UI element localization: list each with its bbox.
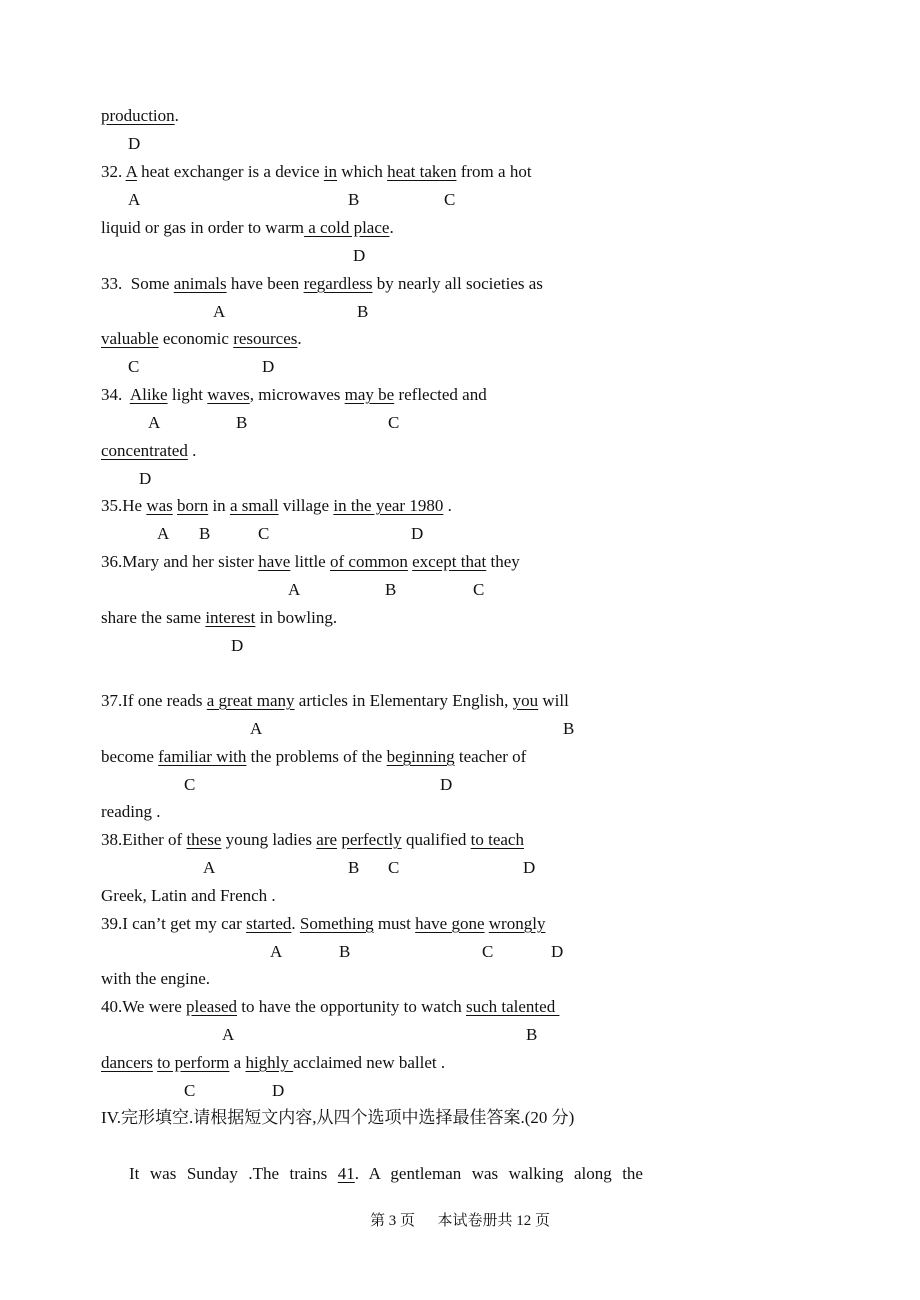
text-segment: 39.I can’t get my car xyxy=(101,914,247,933)
page-number: 第 3 页 xyxy=(369,1213,415,1229)
text-segment: they xyxy=(486,552,520,571)
option-letter: D xyxy=(353,246,366,265)
text-segment: have been xyxy=(226,274,304,293)
question-line xyxy=(101,802,160,822)
page-footer xyxy=(0,1209,920,1230)
question-line xyxy=(101,691,569,711)
text-segment: reflected and xyxy=(394,385,487,404)
text-segment: a xyxy=(229,1053,246,1072)
question-line xyxy=(101,747,526,767)
option-letter: A xyxy=(128,190,141,209)
option-letter: D xyxy=(551,942,564,961)
underlined-option: born xyxy=(177,496,209,515)
text-segment: in bowling. xyxy=(255,608,338,627)
option-letter: A xyxy=(222,1025,235,1044)
page-total: 本试卷册共 12 页 xyxy=(437,1213,551,1229)
underlined-option: may be xyxy=(344,385,395,404)
text-segment: little xyxy=(290,552,330,571)
text-segment: with the engine. xyxy=(101,969,211,988)
underlined-option: a great many xyxy=(206,691,295,710)
text-segment: articles in Elementary English, xyxy=(294,691,513,710)
option-letter: C xyxy=(184,775,196,794)
text-segment: acclaimed new ballet . xyxy=(293,1053,446,1072)
text-segment: will xyxy=(538,691,569,710)
underlined-option: except that xyxy=(412,552,487,571)
text-segment: which xyxy=(337,162,388,181)
underlined-option: 41 xyxy=(337,1164,355,1183)
underlined-option: dancers xyxy=(101,1053,153,1072)
question-line xyxy=(101,106,179,126)
option-letter: C xyxy=(128,357,140,376)
option-letter: A xyxy=(250,719,263,738)
text-segment: economic xyxy=(158,329,234,348)
text-segment: 36.Mary and her sister xyxy=(101,552,259,571)
option-letter: B xyxy=(348,190,360,209)
question-line xyxy=(101,441,196,461)
underlined-option: heat taken xyxy=(387,162,457,181)
text-segment: the problems of the xyxy=(246,747,387,766)
text-segment: . xyxy=(174,106,179,125)
underlined-option: wrongly xyxy=(488,914,546,933)
text-segment: to have the opportunity to watch xyxy=(237,997,466,1016)
text-segment: . xyxy=(443,496,452,515)
question-line xyxy=(101,1108,574,1128)
text-segment: reading . xyxy=(101,802,161,821)
question-line xyxy=(101,997,559,1017)
underlined-option: production xyxy=(101,106,175,125)
option-letter: C xyxy=(388,858,400,877)
text-segment: 38.Either of xyxy=(101,830,187,849)
underlined-option: perfectly xyxy=(341,830,402,849)
text-segment: 33. Some xyxy=(101,274,174,293)
text-segment: heat exchanger is a device xyxy=(136,162,324,181)
option-letter: A xyxy=(148,413,161,432)
underlined-option: are xyxy=(316,830,338,849)
question-line xyxy=(101,385,487,405)
underlined-option: waves xyxy=(207,385,250,404)
underlined-option: concentrated xyxy=(101,441,188,460)
underlined-option: A xyxy=(125,162,137,181)
option-letter: A xyxy=(157,524,170,543)
text-segment: young ladies xyxy=(221,830,317,849)
text-segment: liquid or gas in order to warm xyxy=(101,218,305,237)
option-letter: B xyxy=(526,1025,538,1044)
underlined-option: such talented xyxy=(465,997,560,1016)
text-segment: 40.We were xyxy=(101,997,187,1016)
text-segment: teacher of xyxy=(454,747,527,766)
text-segment: must xyxy=(373,914,416,933)
underlined-option: animals xyxy=(173,274,227,293)
option-letter: B xyxy=(357,302,369,321)
text-segment: 32. xyxy=(101,162,126,181)
option-letter: D xyxy=(411,524,424,543)
text-segment: . A gentleman was walking along the xyxy=(354,1164,643,1183)
option-letter: D xyxy=(440,775,453,794)
option-letter: B xyxy=(563,719,575,738)
question-line xyxy=(101,886,276,906)
text-segment: qualified xyxy=(401,830,471,849)
question-line xyxy=(101,830,524,850)
text-segment: It was Sunday .The trains xyxy=(129,1164,338,1183)
question-line xyxy=(129,1164,643,1184)
option-letter: C xyxy=(482,942,494,961)
option-letter: D xyxy=(128,134,141,153)
underlined-option: have xyxy=(258,552,291,571)
text-segment: . xyxy=(389,218,394,237)
text-segment: . xyxy=(291,914,300,933)
option-letter: C xyxy=(444,190,456,209)
option-letter: D xyxy=(523,858,536,877)
option-letter: A xyxy=(288,580,301,599)
question-line xyxy=(101,608,337,628)
option-letter: B xyxy=(385,580,397,599)
text-segment: light xyxy=(167,385,208,404)
underlined-option: in the year 1980 xyxy=(333,496,444,515)
option-letter: D xyxy=(139,469,152,488)
underlined-option: Alike xyxy=(129,385,168,404)
underlined-option: familiar with xyxy=(158,747,247,766)
underlined-option: regardless xyxy=(303,274,373,293)
underlined-option: of common xyxy=(329,552,408,571)
underlined-option: started xyxy=(246,914,292,933)
question-line xyxy=(101,329,302,349)
underlined-option: was xyxy=(146,496,173,515)
underlined-option: beginning xyxy=(386,747,455,766)
underlined-option: a cold place xyxy=(304,218,390,237)
text-segment: . xyxy=(187,441,197,460)
question-line xyxy=(101,162,532,182)
option-letter: D xyxy=(231,636,244,655)
text-segment: village xyxy=(278,496,334,515)
option-letter: C xyxy=(258,524,270,543)
text-segment: 37.If one reads xyxy=(101,691,207,710)
text-segment: share the same xyxy=(101,608,206,627)
question-line xyxy=(101,969,210,989)
text-segment: Greek, Latin and French . xyxy=(101,886,276,905)
question-line xyxy=(101,274,543,294)
option-letter: A xyxy=(270,942,283,961)
option-letter: A xyxy=(213,302,226,321)
text-segment: in xyxy=(208,496,230,515)
option-letter: B xyxy=(199,524,211,543)
underlined-option: to teach xyxy=(470,830,524,849)
underlined-option: valuable xyxy=(101,329,159,348)
text-segment: by nearly all societies as xyxy=(372,274,543,293)
option-letter: B xyxy=(339,942,351,961)
underlined-option: interest xyxy=(205,608,256,627)
option-letter: B xyxy=(348,858,360,877)
question-line xyxy=(101,218,394,238)
underlined-option: you xyxy=(512,691,539,710)
text-segment: 35.He xyxy=(101,496,147,515)
text-segment: , microwaves xyxy=(249,385,345,404)
text-segment: become xyxy=(101,747,159,766)
text-segment: . xyxy=(297,329,302,348)
question-line xyxy=(101,552,520,572)
option-letter: A xyxy=(203,858,216,877)
underlined-option: Something xyxy=(299,914,374,933)
underlined-option: pleased xyxy=(186,997,237,1016)
text-segment: IV.完形填空.请根据短文内容,从四个选项中选择最佳答案.(20 分) xyxy=(101,1108,575,1127)
question-line xyxy=(101,914,545,934)
option-letter: D xyxy=(272,1081,285,1100)
underlined-option: in xyxy=(323,162,338,181)
text-segment: from a hot xyxy=(456,162,532,181)
underlined-option: to perform xyxy=(157,1053,230,1072)
underlined-option: a small xyxy=(229,496,279,515)
underlined-option: resources xyxy=(233,329,298,348)
option-letter: C xyxy=(388,413,400,432)
option-letter: C xyxy=(184,1081,196,1100)
option-letter: D xyxy=(262,357,275,376)
underlined-option: these xyxy=(186,830,222,849)
underlined-option: highly xyxy=(245,1053,294,1072)
option-letter: B xyxy=(236,413,248,432)
question-line xyxy=(101,1053,445,1073)
text-segment: 34. xyxy=(101,385,130,404)
underlined-option: have gone xyxy=(415,914,485,933)
question-line xyxy=(101,496,452,516)
option-letter: C xyxy=(473,580,485,599)
